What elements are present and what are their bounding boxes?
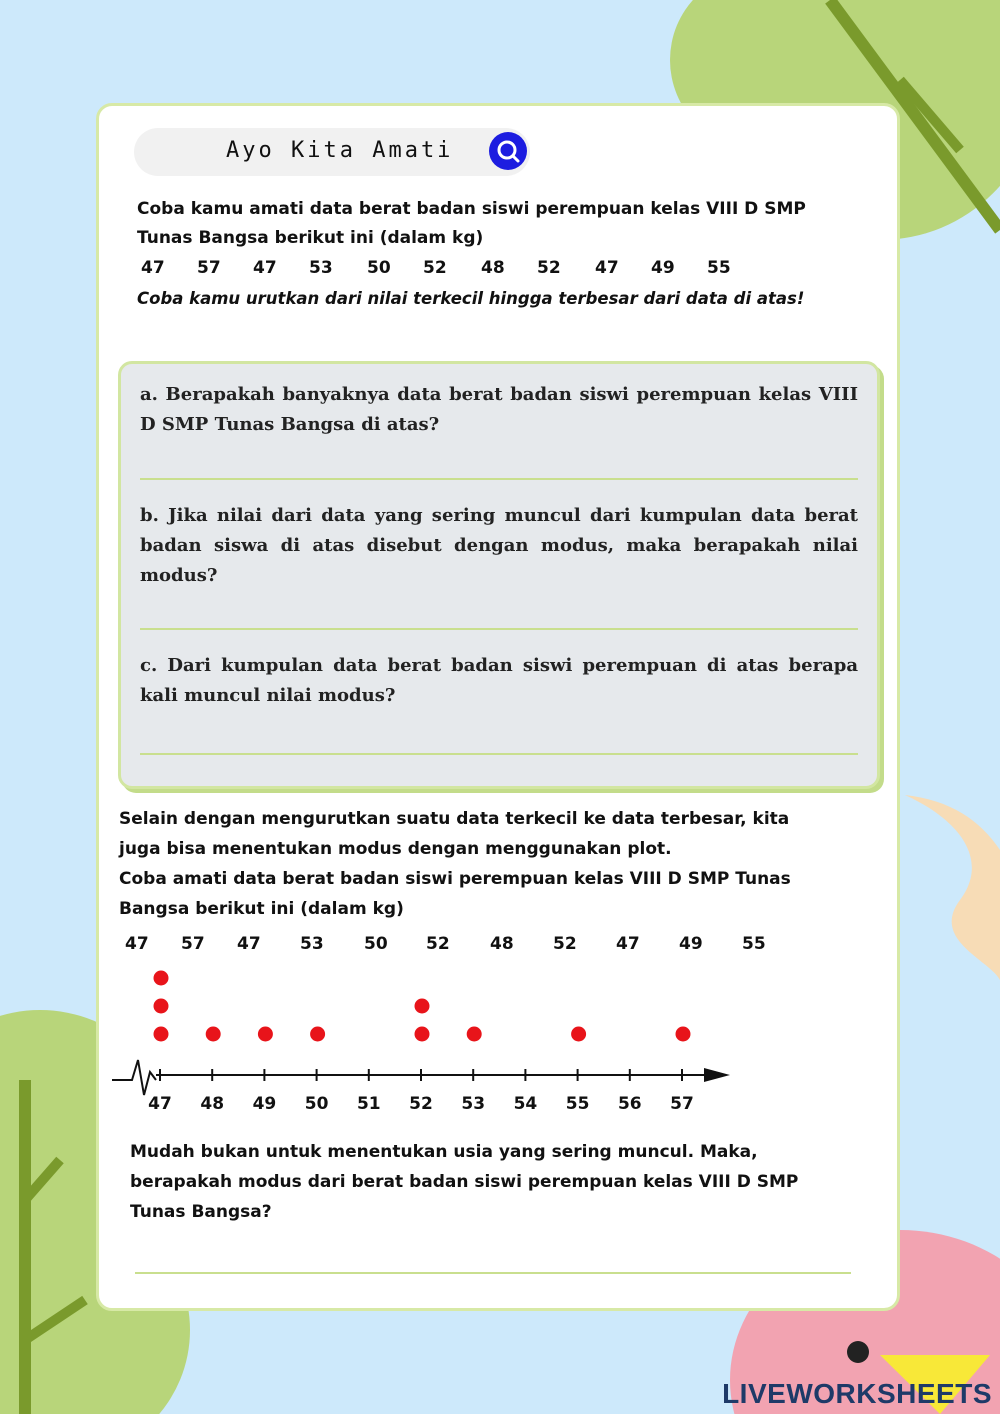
answer-b-input[interactable] (140, 596, 862, 628)
question-c: c. Dari kumpulan data berat badan siswi perempuan di atas berapa kali muncul nilai modus? (140, 655, 858, 706)
question-b: b. Jika nilai dari data yang sering muncul dari kumpulan data berat badan siswa di atas disebut dengan modus, maka berapakah nilai modus? (140, 505, 858, 586)
intro-line-1: Coba kamu amati data berat badan siswi perempuan kelas VIII D SMP (137, 199, 806, 219)
answer-c-line (140, 753, 858, 755)
data-value: 55 (742, 934, 766, 954)
tick-label: 55 (565, 1094, 590, 1110)
section2-line-3: Coba amati data berat badan siswi perempuan kelas VIII D SMP Tunas (119, 869, 791, 889)
data-value: 55 (707, 258, 731, 278)
data-value: 53 (309, 258, 333, 278)
tick-label: 51 (356, 1094, 381, 1110)
section2-line-1: Selain dengan mengurutkan suatu data terkecil ke data terbesar, kita (119, 809, 790, 829)
data-dot (310, 1027, 325, 1042)
data-dot (467, 1027, 482, 1042)
data-dot (154, 999, 169, 1014)
tick-label: 56 (617, 1094, 642, 1110)
liveworksheets-logo: LIVEWORKSHEETS (722, 1378, 992, 1409)
answer-a-line (140, 478, 858, 480)
answer-b-line (140, 628, 858, 630)
intro-instruction: Coba kamu urutkan dari nilai terkecil hingga terbesar dari data di atas! (137, 289, 805, 308)
tick-label: 47 (148, 1094, 172, 1110)
intro-line-2: Tunas Bangsa berikut ini (dalam kg) (137, 228, 484, 248)
data-dot (676, 1027, 691, 1042)
answer-c-input[interactable] (140, 721, 862, 753)
data-value: 47 (253, 258, 277, 278)
dot-plot (0, 960, 1000, 1110)
answer-a-input[interactable] (140, 446, 862, 478)
tick-label: 52 (409, 1094, 433, 1110)
page-title: Ayo Kita Amati (226, 138, 454, 163)
tick-label: 54 (513, 1094, 538, 1110)
data-dot (154, 971, 169, 986)
section3-line-2: berapakah modus dari berat badan siswi perempuan kelas VIII D SMP (130, 1172, 799, 1192)
data-value: 47 (141, 258, 165, 278)
data-value: 52 (423, 258, 447, 278)
tick-label: 57 (670, 1094, 694, 1110)
data-dot (415, 999, 430, 1014)
data-value: 52 (537, 258, 561, 278)
data-value: 48 (481, 258, 505, 278)
tick-label: 49 (252, 1094, 277, 1110)
data-dot (206, 1027, 221, 1042)
section3-line-3: Tunas Bangsa? (130, 1202, 272, 1222)
question-a: a. Berapakah banyaknya data berat badan siswi perempuan kelas VIII D SMP Tunas Bangsa di atas? (140, 384, 858, 435)
data-dot (571, 1027, 586, 1042)
axis-arrow (704, 1068, 730, 1082)
data-value: 49 (651, 258, 675, 278)
data-dot (258, 1027, 273, 1042)
data-value: 53 (300, 934, 324, 954)
section3-line-1: Mudah bukan untuk menentukan usia yang sering muncul. Maka, (130, 1142, 758, 1162)
search-button[interactable] (489, 132, 527, 170)
data-value: 48 (490, 934, 514, 954)
data-value: 47 (595, 258, 619, 278)
data-value: 50 (364, 934, 388, 954)
data-value: 52 (426, 934, 450, 954)
data-value: 47 (616, 934, 640, 954)
data-value: 49 (679, 934, 703, 954)
data-dot (415, 1027, 430, 1042)
data-value: 57 (197, 258, 221, 278)
modus-answer-line (135, 1272, 851, 1274)
data-value: 47 (125, 934, 149, 954)
section2-line-4: Bangsa berikut ini (dalam kg) (119, 899, 404, 919)
modus-answer-input[interactable] (135, 1240, 855, 1272)
data-value: 50 (367, 258, 391, 278)
data-value: 47 (237, 934, 261, 954)
data-value: 57 (181, 934, 205, 954)
tick-label: 53 (461, 1094, 486, 1110)
data-dot (154, 1027, 169, 1042)
axis-break (112, 1060, 156, 1095)
data-value: 52 (553, 934, 577, 954)
tick-label: 48 (200, 1094, 225, 1110)
section2-line-2: juga bisa menentukan modus dengan menggunakan plot. (119, 839, 672, 859)
tick-label: 50 (304, 1094, 329, 1110)
search-icon (489, 132, 527, 170)
